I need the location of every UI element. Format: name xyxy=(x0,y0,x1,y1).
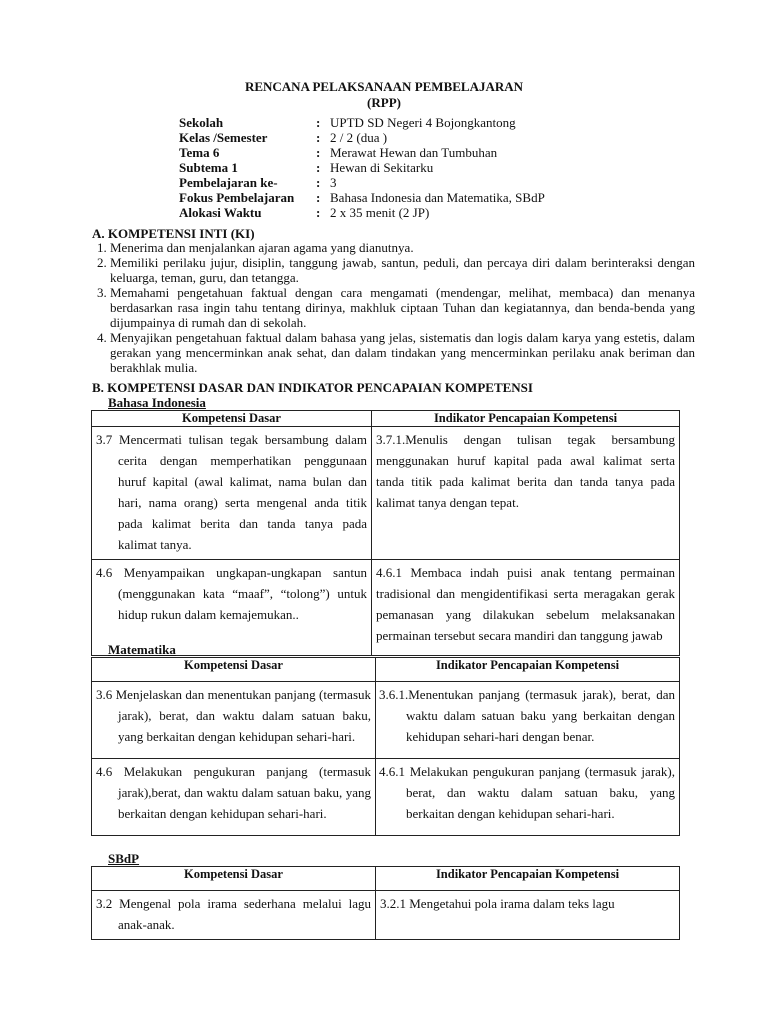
doc-subtitle: (RPP) xyxy=(367,95,401,110)
identity-colon: : xyxy=(316,205,321,220)
table-row xyxy=(92,427,680,560)
bahasa-heading: Bahasa Indonesia xyxy=(108,395,206,410)
identity-value: UPTD SD Negeri 4 Bojongkantong xyxy=(330,115,516,130)
identity-row xyxy=(179,130,599,145)
identity-value: 2 / 2 (dua ) xyxy=(330,130,388,145)
matematika-table xyxy=(91,657,680,836)
identity-value: 2 x 35 menit (2 JP) xyxy=(330,205,430,220)
ki-number: 1. xyxy=(97,240,107,255)
identity-label: Tema 6 xyxy=(179,145,220,160)
ki-text: Memahami pengetahuan faktual dengan cara mengamati (mendengar, melihat, membaca) dan menanya berdasarkan rasa ingin tahu tentang dirinya, makhluk ciptaan Tuhan dan kegiatannya, dan benda-benda yang dijumpainya di rumah dan di sekolah. xyxy=(110,285,695,330)
kd-cell xyxy=(92,682,376,759)
col-header-kd: Kompetensi Dasar xyxy=(92,867,376,891)
identity-row xyxy=(179,115,599,130)
ipk-cell xyxy=(376,891,680,940)
kd-text: 3.6 Menjelaskan dan menentukan panjang (termasuk jarak), berat, dan waktu dalam satuan baku, yang berkaitan dengan kehidupan sehari-hari. xyxy=(96,687,371,744)
col-header-ipk: Indikator Pencapaian Kompetensi xyxy=(372,411,680,427)
ki-item xyxy=(97,330,695,375)
identity-row xyxy=(179,205,599,220)
ki-text: Memiliki perilaku jujur, disiplin, tanggung jawab, santun, peduli, dan percaya diri dalam berinteraksi dengan keluarga, teman, guru, dan tetangga. xyxy=(110,255,695,285)
ipk-text: 3.7.1.Menulis dengan tulisan tegak bersambung menggunakan huruf kapital pada awal kalimat serta tanda titik pada kalimat berita dan tanda tanya pada kalimat tanya dengan tepat. xyxy=(376,432,675,510)
sbdp-table xyxy=(91,866,680,940)
table-row xyxy=(92,560,680,656)
identity-label: Fokus Pembelajaran xyxy=(179,190,295,205)
ki-item xyxy=(97,285,695,330)
ipk-text: 4.6.1 Melakukan pengukuran panjang (termasuk jarak), berat, dan waktu dalam satuan baku, yang berkaitan dengan kehidupan sehari-hari. xyxy=(379,764,675,821)
kd-cell xyxy=(92,891,376,940)
col-header-kd: Kompetensi Dasar xyxy=(92,658,376,682)
identity-row xyxy=(179,190,599,205)
identity-colon: : xyxy=(316,115,321,130)
identity-colon: : xyxy=(316,160,321,175)
identity-colon: : xyxy=(316,130,321,145)
table-row xyxy=(92,891,680,940)
identity-block xyxy=(179,115,599,220)
identity-row xyxy=(179,175,599,190)
sbdp-heading: SBdP xyxy=(108,851,140,866)
ipk-text: 4.6.1 Membaca indah puisi anak tentang permainan tradisional dan mengidentifikasi serta meragakan gerak pemanasan yang dilakukan sebelum melaksanakan permainan tersebut secara mandiri dan tanggung jawab xyxy=(376,565,675,643)
identity-label: Subtema 1 xyxy=(179,160,238,175)
kd-text: 4.6 Menyampaikan ungkapan-ungkapan santun (menggunakan kata “maaf”, “tolong”) untuk hidup rukun dalam kemajemukan.. xyxy=(96,565,367,622)
doc-title: RENCANA PELAKSANAAN PEMBELAJARAN xyxy=(244,79,524,94)
kd-text: 4.6 Melakukan pengukuran panjang (termasuk jarak),berat, dan waktu dalam satuan baku, yang berkaitan dengan kehidupan sehari-hari. xyxy=(96,764,371,821)
identity-label: Alokasi Waktu xyxy=(179,205,262,220)
identity-label: Kelas /Semester xyxy=(179,130,268,145)
bahasa-table xyxy=(91,410,680,656)
ipk-text: 3.2.1 Mengetahui pola irama dalam teks lagu xyxy=(380,896,615,911)
identity-colon: : xyxy=(316,175,321,190)
kd-cell xyxy=(92,427,372,560)
identity-row xyxy=(179,145,599,160)
identity-colon: : xyxy=(316,190,321,205)
ki-number: 2. xyxy=(97,255,107,270)
section-a-heading: A. KOMPETENSI INTI (KI) xyxy=(92,226,255,241)
ki-item xyxy=(97,240,695,255)
ki-text: Menyajikan pengetahuan faktual dalam bahasa yang jelas, sistematis dan logis dalam karya yang estetis, dalam gerakan yang mencerminkan anak sehat, dan dalam tindakan yang mencerminkan perilaku anak beriman dan berakhlak mulia. xyxy=(110,330,695,375)
table-row xyxy=(92,682,680,759)
kd-text: 3.7 Mencermati tulisan tegak bersambung dalam cerita dengan memperhatikan penggunaan huruf kapital (awal kalimat, nama bulan dan hari, nama orang) serta mengenal anda titik pada kalimat berita dan tanda tanya pada kalimat tanya. xyxy=(96,432,367,552)
col-header-ipk: Indikator Pencapaian Kompetensi xyxy=(376,867,680,891)
identity-value: 3 xyxy=(330,175,337,190)
identity-label: Pembelajaran ke- xyxy=(179,175,278,190)
ipk-cell xyxy=(376,759,680,836)
col-header-kd: Kompetensi Dasar xyxy=(92,411,372,427)
matematika-heading: Matematika xyxy=(108,642,176,657)
ki-number: 3. xyxy=(97,285,107,300)
identity-value: Merawat Hewan dan Tumbuhan xyxy=(330,145,498,160)
ipk-cell xyxy=(376,682,680,759)
ipk-cell xyxy=(372,560,680,656)
ki-text: Menerima dan menjalankan ajaran agama yang dianutnya. xyxy=(110,240,414,255)
identity-label: Sekolah xyxy=(179,115,224,130)
ki-list xyxy=(92,240,695,375)
identity-value: Bahasa Indonesia dan Matematika, SBdP xyxy=(330,190,545,205)
ki-number: 4. xyxy=(97,330,107,345)
kd-text: 3.2 Mengenal pola irama sederhana melalui lagu anak-anak. xyxy=(96,896,371,932)
ki-item xyxy=(97,255,695,285)
ipk-cell xyxy=(372,427,680,560)
identity-row xyxy=(179,160,599,175)
col-header-ipk: Indikator Pencapaian Kompetensi xyxy=(376,658,680,682)
identity-value: Hewan di Sekitarku xyxy=(330,160,434,175)
identity-colon: : xyxy=(316,145,321,160)
table-row xyxy=(92,759,680,836)
section-b-heading: B. KOMPETENSI DASAR DAN INDIKATOR PENCAPAIAN KOMPETENSI xyxy=(92,380,533,395)
ipk-text: 3.6.1.Menentukan panjang (termasuk jarak), berat, dan waktu dalam satuan baku yang berkaitan dengan kehidupan sehari-hari dengan benar. xyxy=(379,687,675,744)
kd-cell xyxy=(92,759,376,836)
